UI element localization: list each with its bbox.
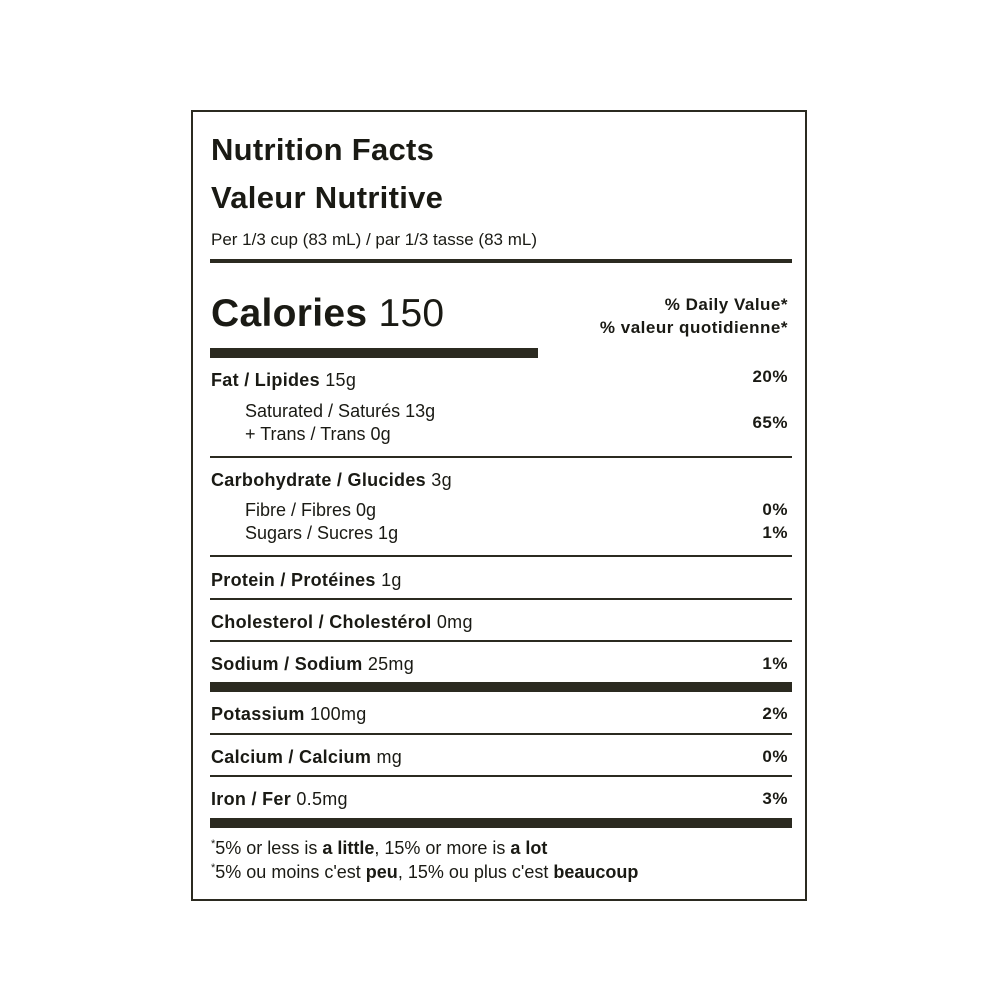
sodium-amount: 25mg bbox=[367, 654, 415, 674]
divider-calcium bbox=[210, 775, 792, 777]
iron-dv: 3% bbox=[762, 789, 788, 808]
potassium-amount: 100mg bbox=[310, 704, 367, 724]
daily-value-header-fr: % valeur quotidienne* bbox=[599, 318, 788, 337]
fibre-row: Fibre / Fibres 0g bbox=[245, 500, 377, 520]
calories-row bbox=[211, 292, 444, 336]
sodium-dv: 1% bbox=[762, 654, 788, 673]
saturated-row: Saturated / Saturés 13g bbox=[245, 401, 436, 421]
potassium-name: Potassium bbox=[211, 704, 305, 724]
carbohydrate-amount: 3g bbox=[431, 470, 452, 490]
divider-fat bbox=[210, 456, 792, 458]
sugars-row: Sugars / Sucres 1g bbox=[245, 523, 399, 543]
footnote-en-d: a lot bbox=[510, 838, 548, 858]
daily-value-header-en: % Daily Value* bbox=[664, 295, 788, 314]
calcium-amount: mg bbox=[376, 747, 403, 767]
potassium-dv: 2% bbox=[762, 704, 788, 723]
serving-size: Per 1/3 cup (83 mL) / par 1/3 tasse (83 mL) bbox=[211, 230, 537, 249]
divider-carbs bbox=[210, 555, 792, 557]
sat-trans-dv: 65% bbox=[752, 413, 788, 432]
divider-serving bbox=[210, 259, 792, 263]
divider-sodium bbox=[210, 682, 792, 692]
divider-cholesterol bbox=[210, 640, 792, 642]
fat-amount: 15g bbox=[325, 370, 357, 390]
footnote-fr bbox=[211, 862, 638, 883]
nutrition-facts-panel bbox=[191, 110, 807, 901]
protein-amount: 1g bbox=[381, 570, 402, 590]
footnote-fr-d: beaucoup bbox=[553, 862, 639, 882]
carbohydrate-row bbox=[211, 470, 452, 491]
footnote-fr-b: peu bbox=[365, 862, 398, 882]
sugars-dv: 1% bbox=[762, 523, 788, 542]
sodium-name: Sodium / Sodium bbox=[211, 654, 363, 674]
footnote-en-c: , 15% or more is bbox=[374, 838, 511, 858]
cholesterol-name: Cholesterol / Cholestérol bbox=[211, 612, 432, 632]
fat-name: Fat / Lipides bbox=[211, 370, 320, 390]
cholesterol-row bbox=[211, 612, 473, 633]
divider-protein bbox=[210, 598, 792, 600]
fat-row bbox=[211, 370, 356, 391]
divider-iron bbox=[210, 818, 792, 828]
footnote-asterisk-fr: * bbox=[211, 862, 216, 874]
calcium-dv: 0% bbox=[762, 747, 788, 766]
trans-row: + Trans / Trans 0g bbox=[245, 424, 391, 444]
potassium-row bbox=[211, 704, 367, 725]
iron-row bbox=[211, 789, 348, 810]
iron-name: Iron / Fer bbox=[211, 789, 292, 809]
fibre-dv: 0% bbox=[762, 500, 788, 519]
footnote-asterisk-en: * bbox=[211, 838, 216, 850]
footnote-fr-c: , 15% ou plus c'est bbox=[397, 862, 554, 882]
divider-calories bbox=[210, 348, 538, 358]
footnote-en bbox=[211, 838, 547, 859]
calcium-row bbox=[211, 747, 402, 768]
footnote-fr-a: 5% ou moins c'est bbox=[215, 862, 366, 882]
protein-row bbox=[211, 570, 402, 591]
carbohydrate-name: Carbohydrate / Glucides bbox=[211, 470, 426, 490]
sodium-row bbox=[211, 654, 414, 675]
protein-name: Protein / Protéines bbox=[211, 570, 376, 590]
divider-potassium bbox=[210, 733, 792, 735]
calories-value: 150 bbox=[378, 292, 445, 335]
footnote-en-a: 5% or less is bbox=[215, 838, 323, 858]
calcium-name: Calcium / Calcium bbox=[211, 747, 372, 767]
title-en: Nutrition Facts bbox=[211, 132, 435, 167]
calories-label: Calories bbox=[211, 292, 368, 335]
footnote-en-b: a little bbox=[322, 838, 375, 858]
iron-amount: 0.5mg bbox=[296, 789, 348, 809]
cholesterol-amount: 0mg bbox=[436, 612, 473, 632]
fat-dv: 20% bbox=[752, 367, 788, 386]
title-fr: Valeur Nutritive bbox=[211, 180, 444, 215]
